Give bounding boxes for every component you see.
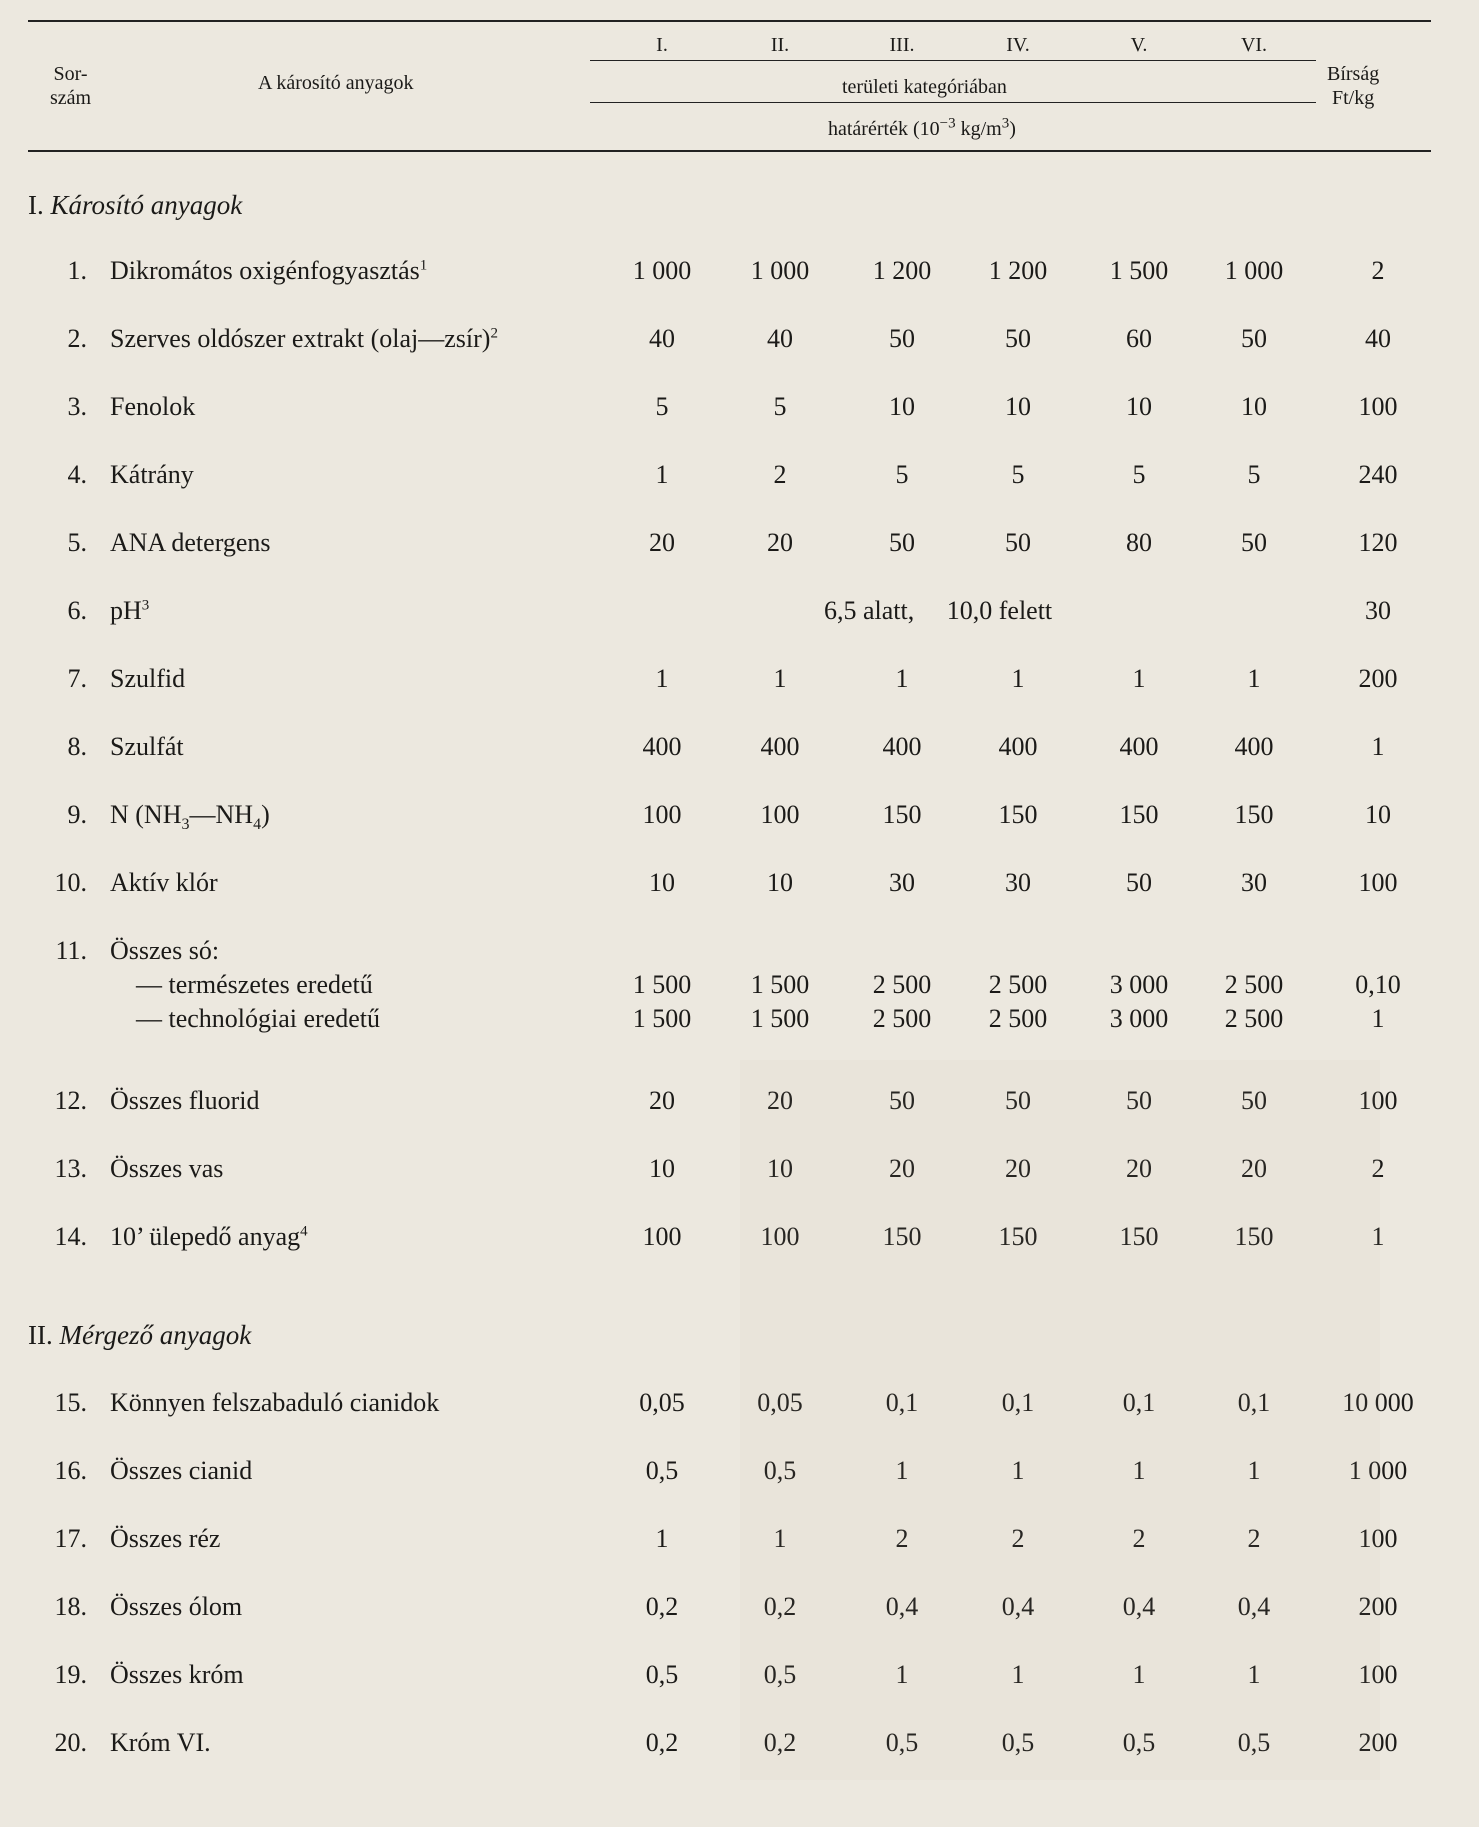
limit-value-cat-4: 0,5: [1001, 1728, 1035, 1757]
limit-value-cat-6: 50: [1241, 1086, 1267, 1115]
row-name-text: Összes króm: [110, 1660, 244, 1689]
row-number: 7.: [67, 664, 87, 693]
table-row: [0, 800, 1479, 840]
limit-value-cat-3: 50: [889, 1086, 915, 1115]
limit-value-cat-3: 1 200: [872, 256, 932, 285]
row-name: [110, 460, 194, 490]
fine-header: [1327, 62, 1379, 110]
limit-value-cat-6: 5: [1247, 460, 1261, 489]
limit-value-cat-1: 5: [655, 392, 669, 421]
row-name-text: pH: [110, 596, 142, 625]
limit-value-cat-3: 30: [889, 868, 915, 897]
row-name-text: Összes réz: [110, 1524, 221, 1553]
section-toxic-heading: [28, 1320, 251, 1351]
row-name-text: Fenolok: [110, 392, 196, 421]
limit-value-cat-1: 400: [642, 732, 682, 761]
limit-value-cat-4: 150: [998, 1222, 1038, 1251]
row-name-text: Összes fluorid: [110, 1086, 260, 1115]
row-name: [110, 392, 195, 422]
table-row: [0, 392, 1479, 432]
col-number-line1: Sor-: [53, 63, 88, 85]
limit-value-cat-6: 400: [1234, 732, 1274, 761]
top-rule: [28, 20, 1431, 22]
limit-value-cat-2: 1: [773, 664, 787, 693]
limit-value-cat-5: 80: [1126, 528, 1152, 557]
limit-value-cat-4: 0,1: [1001, 1388, 1035, 1417]
fine-value: 200: [1358, 664, 1398, 693]
limit-value-cat-5: 5: [1132, 460, 1146, 489]
limit-value-cat-1: 20: [649, 528, 675, 557]
limit-value-cat-1: 1 500: [632, 970, 692, 999]
limit-value-cat-4: 1 200: [988, 256, 1048, 285]
category-header-5: V.: [1130, 34, 1148, 56]
fine-value: 0,10: [1355, 970, 1401, 999]
row-name: [110, 324, 498, 354]
subrow-name: — technológiai eredetű: [136, 1004, 381, 1033]
limit-value-cat-4: 2 500: [988, 970, 1048, 999]
limit-value-cat-3: 10: [889, 392, 915, 421]
table-row: [0, 460, 1479, 500]
bleed-through-shade: [740, 1060, 1380, 1780]
limit-value-cat-3: 0,4: [885, 1592, 919, 1621]
limit-value-cat-5: 150: [1119, 800, 1159, 829]
limit-value-cat-4: 2 500: [988, 1004, 1048, 1033]
section-harmful-heading: [28, 190, 242, 221]
row-number: 17.: [54, 1524, 87, 1553]
row-number: 15.: [54, 1388, 87, 1417]
limit-value-cat-5: 2: [1132, 1524, 1146, 1553]
row-number: 2.: [67, 324, 87, 353]
row-name-text: 10’ ülepedő anyag: [110, 1222, 301, 1251]
row-name: [110, 596, 149, 626]
limit-value-cat-3: 150: [882, 800, 922, 829]
limit-value-cat-5: 60: [1126, 324, 1152, 353]
limit-value-cat-5: 50: [1126, 1086, 1152, 1115]
row-name: [110, 868, 218, 898]
limit-value-cat-2: 5: [773, 392, 787, 421]
section-harmful-roman: I.: [28, 190, 44, 220]
row-number: 19.: [54, 1660, 87, 1689]
limit-value-cat-3: 150: [882, 1222, 922, 1251]
limit-value-cat-6: 0,4: [1237, 1592, 1271, 1621]
limit-value-cat-2: 0,5: [763, 1660, 797, 1689]
row-name: [110, 1154, 223, 1184]
row-number: 8.: [67, 732, 87, 761]
limit-label-prefix: határérték (10: [828, 118, 940, 140]
limit-value-cat-4: 0,4: [1001, 1592, 1035, 1621]
categories-rule: [590, 60, 1316, 61]
table-row: [0, 324, 1479, 364]
limit-value-cat-1: 1 500: [632, 1004, 692, 1033]
limit-value-cat-4: 20: [1005, 1154, 1031, 1183]
section-toxic-roman: II.: [28, 1320, 53, 1350]
row-name-text: Összes cianid: [110, 1456, 253, 1485]
row-name: [110, 936, 219, 966]
fine-value: 2: [1371, 1154, 1385, 1183]
limit-value-cat-2: 1 500: [750, 970, 810, 999]
row-name: [110, 528, 271, 558]
limit-value-cat-6: 50: [1241, 528, 1267, 557]
limit-value-cat-6: 1: [1247, 1660, 1261, 1689]
fine-label-line1: Bírság: [1327, 63, 1380, 85]
table-row: [0, 256, 1479, 296]
limit-value-cat-1: 10: [649, 1154, 675, 1183]
limit-value-cat-3: 50: [889, 324, 915, 353]
limit-value-cat-1: 10: [649, 868, 675, 897]
limit-value-cat-6: 50: [1241, 324, 1267, 353]
category-header-1: I.: [656, 34, 668, 56]
category-header-3: III.: [889, 34, 915, 56]
row-number: 1.: [67, 256, 87, 285]
limit-value-cat-5: 150: [1119, 1222, 1159, 1251]
fine-value: 100: [1358, 392, 1398, 421]
span-label-rule: [590, 102, 1316, 103]
row-number: 18.: [54, 1592, 87, 1621]
fine-value: 100: [1358, 868, 1398, 897]
row-name: [110, 1456, 252, 1486]
row-name-text: Összes só:: [110, 936, 220, 965]
limit-value-cat-4: 5: [1011, 460, 1025, 489]
table-row: [0, 596, 1479, 636]
limit-value-cat-4: 2: [1011, 1524, 1025, 1553]
limit-value-cat-2: 10: [767, 1154, 793, 1183]
limit-value-cat-6: 2 500: [1224, 1004, 1284, 1033]
col-number-header: [50, 62, 91, 110]
limit-value-cat-1: 20: [649, 1086, 675, 1115]
row-name: [110, 732, 184, 762]
fine-value: 10: [1365, 800, 1391, 829]
fine-value: 30: [1365, 596, 1391, 625]
category-header-6: VI.: [1240, 34, 1268, 56]
limit-value-cat-1: 0,2: [645, 1728, 679, 1757]
row-name: [110, 1660, 244, 1690]
table-row: [0, 732, 1479, 772]
category-header-2: II.: [770, 34, 790, 56]
limit-value-cat-1: 0,2: [645, 1592, 679, 1621]
row-number: 6.: [67, 596, 87, 625]
row-name: [110, 1388, 439, 1418]
row-number: 4.: [67, 460, 87, 489]
limit-value-cat-1: 100: [642, 1222, 682, 1251]
limit-value-cat-4: 30: [1005, 868, 1031, 897]
limit-value-cat-6: 150: [1234, 1222, 1274, 1251]
fine-value: 1: [1371, 1004, 1385, 1033]
limit-value-label: [828, 115, 1016, 141]
limit-value-cat-3: 0,1: [885, 1388, 919, 1417]
limit-value-cat-1: 1 000: [632, 256, 692, 285]
limit-value-cat-5: 3 000: [1109, 1004, 1169, 1033]
row-name: [110, 1592, 242, 1622]
limit-value-cat-2: 2: [773, 460, 787, 489]
fine-value: 10 000: [1342, 1388, 1414, 1417]
row-name: [110, 1222, 308, 1252]
table-row: [0, 868, 1479, 908]
row-name: [110, 1524, 220, 1554]
limit-value-cat-1: 1: [655, 1524, 669, 1553]
section-harmful-title: Károsító anyagok: [50, 190, 243, 220]
limit-label-exp: −3: [939, 115, 956, 132]
limit-value-cat-1: 0,5: [645, 1660, 679, 1689]
fine-value: 200: [1358, 1728, 1398, 1757]
limit-value-cat-2: 20: [767, 1086, 793, 1115]
limit-value-cat-5: 1: [1132, 664, 1146, 693]
limit-value-cat-2: 1 000: [750, 256, 810, 285]
limit-value-cat-6: 0,5: [1237, 1728, 1271, 1757]
row-name: [110, 1728, 211, 1758]
limit-value-cat-6: 20: [1241, 1154, 1267, 1183]
limit-value-cat-2: 40: [767, 324, 793, 353]
limit-value-cat-4: 150: [998, 800, 1038, 829]
limit-value-cat-5: 1 500: [1109, 256, 1169, 285]
limit-value-cat-5: 1: [1132, 1456, 1146, 1485]
limit-value-cat-1: 40: [649, 324, 675, 353]
limit-value-cat-5: 10: [1126, 392, 1152, 421]
header-bottom-rule: [28, 150, 1431, 152]
category-header-4: IV.: [1006, 34, 1030, 56]
row-name-text: Összes vas: [110, 1154, 224, 1183]
row-name-text: Dikromátos oxigénfogyasztás: [110, 256, 420, 285]
fine-value: 1 000: [1348, 1456, 1408, 1485]
row-name: N $(NH_3—NH_4)$: [110, 800, 270, 834]
row-name-text: Króm VI.: [110, 1728, 211, 1757]
limit-value-cat-3: 1: [895, 1456, 909, 1485]
limit-value-cat-3: 0,5: [885, 1728, 919, 1757]
limit-value-cat-5: 50: [1126, 868, 1152, 897]
footnote-ref: 4: [300, 1223, 308, 1240]
limit-value-cat-4: 1: [1011, 664, 1025, 693]
section-toxic-title: Mérgező anyagok: [59, 1320, 252, 1350]
fine-label-line2: Ft/kg: [1331, 87, 1375, 109]
limit-value-cat-4: 400: [998, 732, 1038, 761]
limit-value-cat-2: 1: [773, 1524, 787, 1553]
limit-value-cat-1: 100: [642, 800, 682, 829]
fine-value: 100: [1358, 1086, 1398, 1115]
limit-value-cat-5: 0,1: [1122, 1388, 1156, 1417]
footnote-ref: 2: [490, 325, 498, 342]
fine-value: 1: [1371, 732, 1385, 761]
limit-value-cat-6: 0,1: [1237, 1388, 1271, 1417]
limit-value-cat-2: 10: [767, 868, 793, 897]
row-name-text: Aktív klór: [110, 868, 218, 897]
col-number-line2: szám: [50, 87, 92, 109]
limit-label-suffix: ): [1009, 118, 1016, 140]
limit-value-cat-3: 2: [895, 1524, 909, 1553]
limit-value-cat-5: 0,4: [1122, 1592, 1156, 1621]
row-number: 9.: [67, 800, 87, 829]
limit-value-cat-5: 0,5: [1122, 1728, 1156, 1757]
row-number: 10.: [54, 868, 87, 897]
limit-value-cat-2: 100: [760, 1222, 800, 1251]
limit-value-cat-3: 2 500: [872, 970, 932, 999]
table-row: [0, 528, 1479, 568]
limit-value-cat-2: 0,5: [763, 1456, 797, 1485]
limit-value-cat-2: 100: [760, 800, 800, 829]
row-name-text: Könnyen felszabaduló cianidok: [110, 1388, 440, 1417]
row-name: [110, 1086, 259, 1116]
limit-value-cat-5: 3 000: [1109, 970, 1169, 999]
fine-value: 120: [1358, 528, 1398, 557]
limit-value-cat-2: 1 500: [750, 1004, 810, 1033]
row-name-text: ANA detergens: [110, 528, 271, 557]
limit-value-cat-3: 400: [882, 732, 922, 761]
limit-value-cat-6: 150: [1234, 800, 1274, 829]
row-number: 20.: [54, 1728, 87, 1757]
row-name-text: Szerves oldószer extrakt (olaj—zsír): [110, 324, 491, 353]
limit-value-cat-2: 20: [767, 528, 793, 557]
fine-value: 200: [1358, 1592, 1398, 1621]
fine-value: 40: [1365, 324, 1391, 353]
limit-value-cat-3: 1: [895, 664, 909, 693]
limit-value-cat-3: 50: [889, 528, 915, 557]
limit-value-cat-6: 2 500: [1224, 970, 1284, 999]
fine-value: 2: [1371, 256, 1385, 285]
limit-value-cat-4: 10: [1005, 392, 1031, 421]
limit-value-cat-5: 400: [1119, 732, 1159, 761]
limit-value-cat-1: 1: [655, 664, 669, 693]
limit-value-cat-5: 1: [1132, 1660, 1146, 1689]
col-substance-header: A károsító anyagok: [258, 72, 414, 94]
limit-value-cat-6: 2: [1247, 1524, 1261, 1553]
row-number: 12.: [54, 1086, 87, 1115]
footnote-ref: 1: [419, 257, 428, 274]
limit-value-cat-4: 50: [1005, 528, 1031, 557]
limit-value-cat-2: 0,05: [757, 1388, 803, 1417]
limit-value-cat-3: 20: [889, 1154, 915, 1183]
category-span-label: területi kategóriában: [842, 76, 1007, 98]
limit-value-cat-2: 0,2: [763, 1728, 797, 1757]
limit-value-cat-2: 0,2: [763, 1592, 797, 1621]
limit-value-cat-4: 50: [1005, 324, 1031, 353]
limit-value-cat-2: 400: [760, 732, 800, 761]
limit-value-cat-1: 1: [655, 460, 669, 489]
ph-range-text: 6,5 alatt, 10,0 felett: [824, 596, 1053, 625]
subrow-name: — természetes eredetű: [136, 970, 373, 999]
limit-value-cat-1: 0,05: [639, 1388, 685, 1417]
row-number: 3.: [67, 392, 87, 421]
limit-value-cat-1: 0,5: [645, 1456, 679, 1485]
fine-value: 240: [1358, 460, 1398, 489]
table-subrow: [0, 1004, 1479, 1044]
limit-value-cat-3: 1: [895, 1660, 909, 1689]
limit-value-cat-4: 50: [1005, 1086, 1031, 1115]
fine-value: 100: [1358, 1524, 1398, 1553]
row-name-text: Összes ólom: [110, 1592, 243, 1621]
limit-label-exp2: 3: [1001, 115, 1010, 132]
limit-value-cat-5: 20: [1126, 1154, 1152, 1183]
row-number: 13.: [54, 1154, 87, 1183]
limit-value-cat-6: 10: [1241, 392, 1267, 421]
fine-value: 1: [1371, 1222, 1385, 1251]
limit-value-cat-3: 2 500: [872, 1004, 932, 1033]
fine-value: 100: [1358, 1660, 1398, 1689]
limit-value-cat-6: 30: [1241, 868, 1267, 897]
row-number: 5.: [67, 528, 87, 557]
row-name-text: Szulfát: [110, 732, 184, 761]
limit-value-cat-4: 1: [1011, 1660, 1025, 1689]
limit-value-cat-4: 1: [1011, 1456, 1025, 1485]
table-row: [0, 664, 1479, 704]
row-name: [110, 664, 185, 694]
limit-value-cat-6: 1 000: [1224, 256, 1284, 285]
row-number: 14.: [54, 1222, 87, 1251]
row-name: [110, 256, 427, 286]
row-name-text: Szulfid: [110, 664, 186, 693]
limit-value-cat-3: 5: [895, 460, 909, 489]
footnote-ref: 3: [141, 597, 150, 614]
limit-value-cat-6: 1: [1247, 1456, 1261, 1485]
limit-label-mid: kg/m: [955, 118, 1002, 140]
row-number: 11.: [55, 936, 87, 965]
limit-value-cat-6: 1: [1247, 664, 1261, 693]
row-number: 16.: [54, 1456, 87, 1485]
row-name-text: Kátrány: [110, 460, 194, 489]
